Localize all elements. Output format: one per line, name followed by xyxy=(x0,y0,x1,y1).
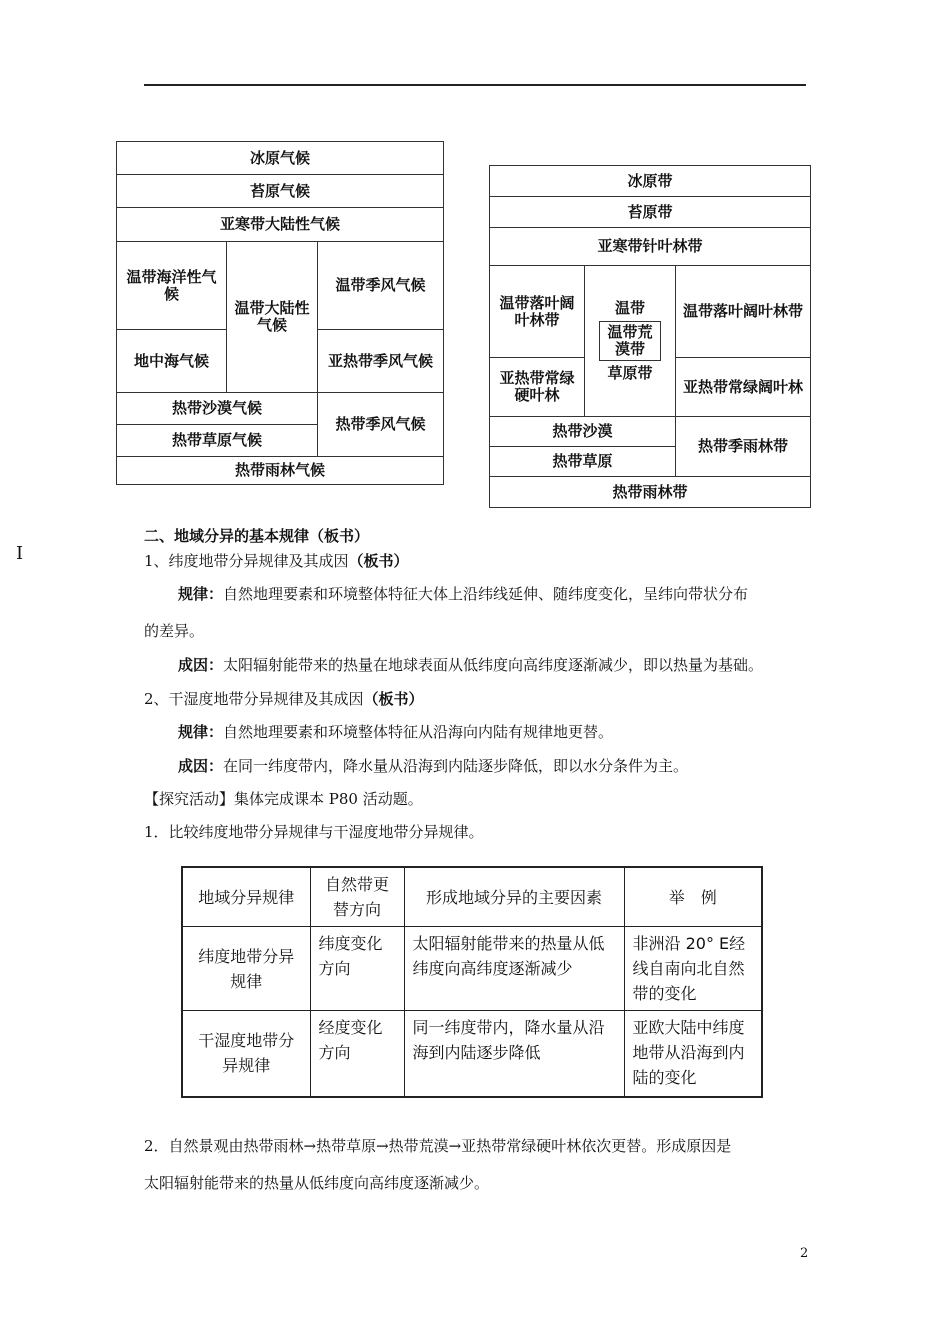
cause1 xyxy=(178,655,763,675)
label-steppe: 草原带 xyxy=(607,364,653,382)
cell-subtropical-monsoon-climate: 亚热带季风气候 xyxy=(318,330,444,393)
cell-tropical-savanna-climate: 热带草原气候 xyxy=(117,425,318,457)
cell-tundra-zone: 苔原带 xyxy=(490,197,811,228)
cause2-label: 成因： xyxy=(178,757,224,775)
cell-taiga-zone: 亚寒带针叶林带 xyxy=(490,228,811,266)
cell-tropical-monsoon-forest-zone: 热带季雨林带 xyxy=(676,417,811,477)
row2-factor: 同一纬度带内，降水量从沿海到内陆逐步降低 xyxy=(404,1011,624,1097)
cell-temperate-deciduous-zone-right: 温带落叶阔叶林带 xyxy=(676,266,811,358)
section-title: 二、地域分异的基本规律（板书） xyxy=(144,527,370,545)
temperate-desert-box: 温带荒漠带 xyxy=(599,321,661,361)
rule1-label: 规律： xyxy=(178,585,224,603)
header-pattern: 地域分异规律 xyxy=(182,867,310,927)
item1-tag: （板书） xyxy=(348,552,409,570)
cell-tropical-rainforest-zone: 热带雨林带 xyxy=(490,477,811,508)
rule1-line2: 的差异。 xyxy=(144,622,205,640)
label-temperate: 温带 xyxy=(614,299,645,317)
table-row xyxy=(182,927,762,1011)
cell-tropical-rainforest-climate: 热带雨林气候 xyxy=(117,457,444,485)
cause1-label: 成因： xyxy=(178,656,224,674)
cell-tropical-monsoon-climate: 热带季风气候 xyxy=(318,393,444,457)
cell-sclerophyll-zone: 亚热带常绿硬叶林 xyxy=(490,358,585,417)
row2-example: 亚欧大陆中纬度地带从沿海到内陆的变化 xyxy=(624,1011,762,1097)
rule1-line1 xyxy=(178,584,748,604)
activity-heading: 【探究活动】集体完成课本 P80 活动题。 xyxy=(144,790,423,808)
cell-tundra-climate: 苔原气候 xyxy=(117,175,444,208)
cell-ice-zone: 冰原带 xyxy=(490,166,811,197)
cell-tropical-desert-climate: 热带沙漠气候 xyxy=(117,393,318,425)
row1-pattern: 纬度地带分异规律 xyxy=(182,927,310,1011)
item2-text: 2、干湿度地带分异规律及其成因 xyxy=(144,690,364,708)
page-number: 2 xyxy=(800,1246,809,1261)
question-2-line1: 2．自然景观由热带雨林→热带草原→热带荒漠→亚热带常绿硬叶林依次更替。形成原因是 xyxy=(144,1137,732,1155)
header-rule xyxy=(144,84,806,86)
cell-temperate-deciduous-zone-left: 温带落叶阔叶林带 xyxy=(490,266,585,358)
cell-tropical-savanna-zone: 热带草原 xyxy=(490,447,676,477)
question-1: 1．比较纬度地带分异规律与干湿度地带分异规律。 xyxy=(144,823,484,841)
row1-direction: 纬度变化方向 xyxy=(310,927,404,1011)
text-cursor: I xyxy=(16,543,24,564)
comparison-table xyxy=(181,866,763,1098)
cause2 xyxy=(178,756,688,776)
item2-tag: （板书） xyxy=(363,690,424,708)
cell-temperate-monsoon-climate: 温带季风气候 xyxy=(318,242,444,330)
row2-direction: 经度变化方向 xyxy=(310,1011,404,1097)
cell-temperate-maritime-climate: 温带海洋性气候 xyxy=(117,242,227,330)
item1-heading xyxy=(144,551,409,571)
cell-evergreen-broadleaf-zone: 亚热带常绿阔叶林 xyxy=(676,358,811,417)
climate-type-table xyxy=(116,141,444,485)
cell-subarctic-climate: 亚寒带大陆性气候 xyxy=(117,208,444,242)
rule2-label: 规律： xyxy=(178,723,224,741)
table-row xyxy=(182,1011,762,1097)
rule1-text: 自然地理要素和环境整体特征大体上沿纬线延伸、随纬度变化，呈纬向带状分布 xyxy=(223,585,749,603)
cell-mediterranean-climate: 地中海气候 xyxy=(117,330,227,393)
header-main-factor: 形成地域分异的主要因素 xyxy=(404,867,624,927)
item2-heading xyxy=(144,689,424,709)
question-2-line2: 太阳辐射能带来的热量从低纬度向高纬度逐渐减少。 xyxy=(144,1174,490,1192)
cell-temperate-steppe-desert-zone xyxy=(585,266,676,417)
natural-zone-table xyxy=(489,165,811,508)
row1-factor: 太阳辐射能带来的热量从低纬度向高纬度逐渐减少 xyxy=(404,927,624,1011)
cause2-text: 在同一纬度带内，降水量从沿海到内陆逐步降低，即以水分条件为主。 xyxy=(223,757,689,775)
header-direction: 自然带更替方向 xyxy=(310,867,404,927)
item1-text: 1、纬度地带分异规律及其成因 xyxy=(144,552,349,570)
row2-pattern: 干湿度地带分异规律 xyxy=(182,1011,310,1097)
cause1-text: 太阳辐射能带来的热量在地球表面从低纬度向高纬度逐渐减少，即以热量为基础。 xyxy=(223,656,764,674)
rule2 xyxy=(178,722,613,742)
cell-tropical-desert-zone: 热带沙漠 xyxy=(490,417,676,447)
row1-example: 非洲沿 20° E经线自南向北自然带的变化 xyxy=(624,927,762,1011)
cell-ice-climate: 冰原气候 xyxy=(117,142,444,175)
rule2-text: 自然地理要素和环境整体特征从沿海向内陆有规律地更替。 xyxy=(223,723,614,741)
cell-temperate-continental-climate: 温带大陆性气候 xyxy=(227,242,318,393)
header-example: 举 例 xyxy=(624,867,762,927)
